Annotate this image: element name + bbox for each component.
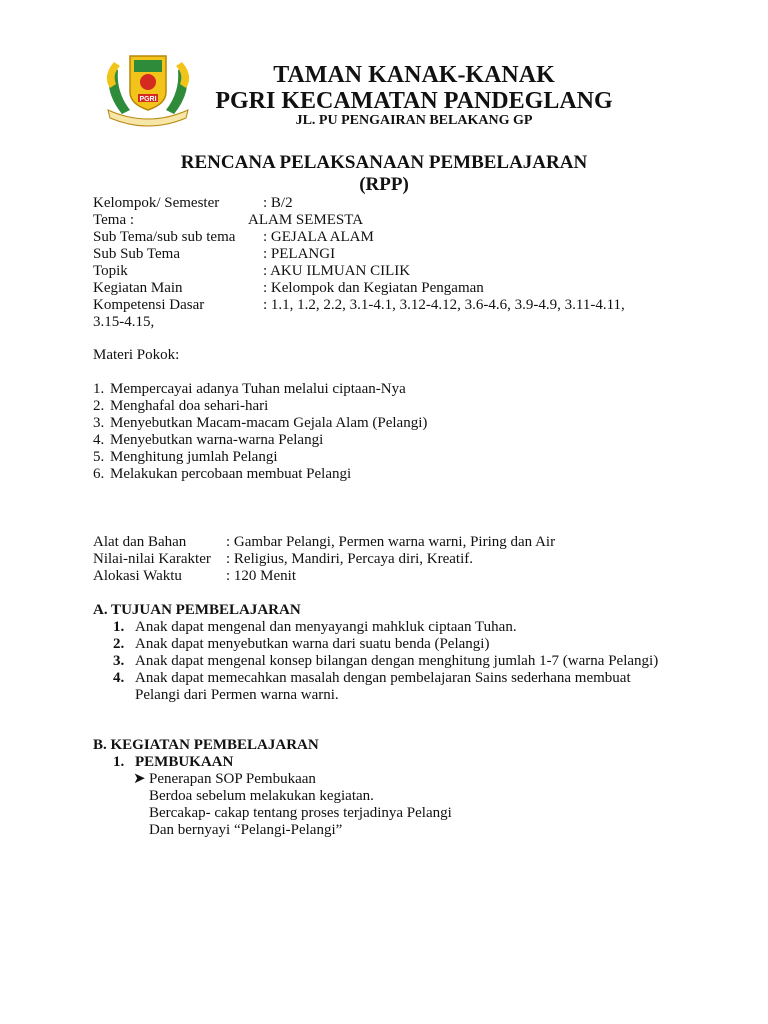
alat-label: Alat dan Bahan xyxy=(93,534,187,550)
tema-value: ALAM SEMESTA xyxy=(248,212,364,228)
document-title: RENCANA PELAKSANAAN PEMBELAJARAN xyxy=(180,152,588,173)
school-name-line2: PGRI KECAMATAN PANDEGLANG xyxy=(215,88,613,114)
pembukaan-line2: Bercakap- cakap tentang proses terjadinya Pelangi xyxy=(149,805,452,821)
kompetensi-cont: 3.15-4.15, xyxy=(93,314,155,330)
materi-item: Menyebutkan warna-warna Pelangi xyxy=(110,432,324,448)
kegiatan-main-value: : Kelompok dan Kegiatan Pengaman xyxy=(263,280,484,296)
tujuan-num: 2. xyxy=(113,636,125,652)
tujuan-item: Anak dapat memecahkan masalah dengan pembelajaran Sains sederhana membuat xyxy=(135,670,631,686)
topik-label: Topik xyxy=(93,263,128,279)
kompetensi-label: Kompetensi Dasar xyxy=(93,297,205,313)
tujuan-item: Anak dapat mengenal dan menyayangi mahkluk ciptaan Tuhan. xyxy=(135,619,517,635)
materi-num: 2. xyxy=(93,398,105,414)
kegiatan-main-label: Kegiatan Main xyxy=(93,280,183,296)
topik-value: : AKU ILMUAN CILIK xyxy=(263,263,411,279)
kelompok-label: Kelompok/ Semester xyxy=(93,195,220,211)
materi-num: 6. xyxy=(93,466,105,482)
tujuan-num: 4. xyxy=(113,670,125,686)
alokasi-label: Alokasi Waktu xyxy=(93,568,182,584)
school-name-line1: TAMAN KANAK-KANAK xyxy=(273,62,555,88)
tujuan-heading: A. TUJUAN PEMBELAJARAN xyxy=(93,602,301,618)
nilai-label: Nilai-nilai Karakter xyxy=(93,551,211,567)
subtema-value: : GEJALA ALAM xyxy=(263,229,374,245)
alat-value: : Gambar Pelangi, Permen warna warni, Piring dan Air xyxy=(226,534,556,550)
tema-label: Tema : xyxy=(93,212,135,228)
materi-item: Mempercayai adanya Tuhan melalui ciptaan-Nya xyxy=(110,381,406,397)
tujuan-num: 3. xyxy=(113,653,125,669)
pembukaan-num: 1. xyxy=(113,754,125,770)
materi-num: 4. xyxy=(93,432,105,448)
materi-item: Menghafal doa sehari-hari xyxy=(110,398,269,414)
alokasi-value: : 120 Menit xyxy=(226,568,296,584)
kegiatan-heading: B. KEGIATAN PEMBELAJARAN xyxy=(93,737,319,753)
materi-num: 3. xyxy=(93,415,105,431)
materi-item: Melakukan percobaan membuat Pelangi xyxy=(110,466,352,482)
pembukaan-line3: Dan bernyayi “Pelangi-Pelangi” xyxy=(149,822,343,838)
pembukaan-line1: Berdoa sebelum melakukan kegiatan. xyxy=(149,788,374,804)
arrow-bullet-icon: ➤ xyxy=(133,771,146,787)
subsub-value: : PELANGI xyxy=(263,246,336,262)
tujuan-item: Anak dapat mengenal konsep bilangan dengan menghitung jumlah 1-7 (warna Pelangi) xyxy=(135,653,659,669)
materi-item: Menghitung jumlah Pelangi xyxy=(110,449,278,465)
pembukaan-heading: PEMBUKAAN xyxy=(135,754,234,770)
subtema-label: Sub Tema/sub sub tema xyxy=(93,229,236,245)
materi-num: 1. xyxy=(93,381,105,397)
tujuan-item: Anak dapat menyebutkan warna dari suatu benda (Pelangi) xyxy=(135,636,490,652)
logo-text: PGRI xyxy=(139,96,157,103)
materi-item: Menyebutkan Macam-macam Gejala Alam (Pelangi) xyxy=(110,415,428,431)
kelompok-value: : B/2 xyxy=(263,195,293,211)
tujuan-item-cont: Pelangi dari Permen warna warni. xyxy=(135,687,339,703)
nilai-value: : Religius, Mandiri, Percaya diri, Kreatif. xyxy=(226,551,474,567)
materi-num: 5. xyxy=(93,449,105,465)
kompetensi-value: : 1.1, 1.2, 2.2, 3.1-4.1, 3.12-4.12, 3.6-4.6, 3.9-4.9, 3.11-4.11, xyxy=(263,297,625,313)
document-subtitle: (RPP) xyxy=(359,174,409,195)
materi-label: Materi Pokok: xyxy=(93,347,180,363)
subsub-label: Sub Sub Tema xyxy=(93,246,181,262)
tujuan-num: 1. xyxy=(113,619,125,635)
school-address: JL. PU PENGAIRAN BELAKANG GP xyxy=(295,113,533,128)
sop-bullet: Penerapan SOP Pembukaan xyxy=(149,771,316,787)
